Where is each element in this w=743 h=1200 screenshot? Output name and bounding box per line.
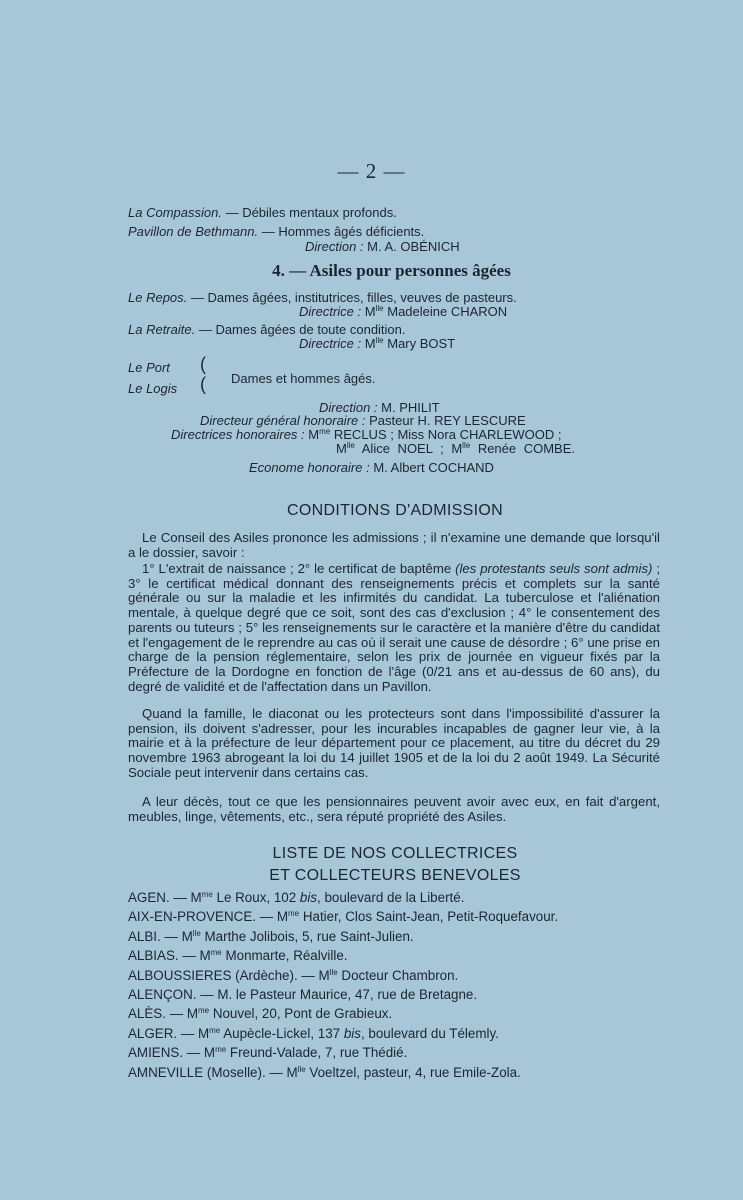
entry-title: M xyxy=(186,1006,198,1022)
entry-place: ALÈS. xyxy=(128,1006,166,1022)
directrices-honoraires: Directrices honoraires : $M^{me}$ RECLUS ; Miss Nora CHARLEWOOD ; xyxy=(171,427,562,442)
entry-title-sup: me xyxy=(210,948,222,958)
entry-text: Marthe Jolibois, 5, rue Saint-Julien. xyxy=(200,928,414,944)
entry-text: Hatier, Clos Saint-Jean, Petit-Roquefavour. xyxy=(299,909,559,925)
entry-title: M xyxy=(190,890,202,905)
page-number: — 2 — xyxy=(337,159,406,183)
section4-heading: 4. — Asiles pour personnes âgées xyxy=(272,261,511,280)
entry-dash: — xyxy=(165,1006,187,1022)
entry-name: La Compassion. xyxy=(128,205,222,220)
repos-line: Le Repos. — Dames âgées, institutrices, filles, veuves de pasteurs. xyxy=(128,290,517,305)
liste-heading-1: LISTE DE NOS COLLECTRICES xyxy=(272,845,518,862)
entry-title-sup: me xyxy=(287,909,300,919)
entry-italic: bis xyxy=(299,890,318,905)
conditions-intro: Le Conseil des Asiles prononce les admissions ; il n'examine une demande que lorsqu'il a le dossier, savoir : xyxy=(128,530,660,560)
entry-title: M xyxy=(318,967,330,983)
entry-text: le Pasteur Maurice, 47, rue de Bretagne. xyxy=(232,987,478,1002)
bethmann-line: Pavillon de Bethmann. — Hommes âgés déficients. xyxy=(128,224,425,239)
entry-place: ALBOUSSIERES (Ardèche). xyxy=(128,967,298,983)
collector-entry xyxy=(128,1006,392,1021)
entry-dash: — xyxy=(196,987,218,1002)
port-logis-desc: Dames et hommes âgés. xyxy=(231,371,376,386)
entry-place: AMNEVILLE (Moselle). xyxy=(128,1064,266,1080)
entry-text: Le Roux, 102 xyxy=(212,890,300,905)
entry-title: M xyxy=(203,1045,216,1061)
entry-text: Voeltzel, pasteur, 4, rue Emile-Zola. xyxy=(305,1064,521,1080)
compassion-line: La Compassion. — Débiles mentaux profonds. xyxy=(128,205,397,220)
entry-dash: — xyxy=(255,909,277,925)
conditions-paragraph-3: A leur décès, tout ce que les pensionnaires peuvent avoir avec eux, en fait d'argent, meubles, linge, vêtements, etc., sera réputé propriété des Asiles. xyxy=(128,794,660,824)
entry-dash: — xyxy=(169,890,191,905)
entry-text: Aupècle-Lickel, 137 xyxy=(220,1025,344,1041)
entry-dash: — xyxy=(265,1064,287,1080)
conditions-paragraph-2: Quand la famille, le diaconat ou les protecteurs sont dans l'impossibilité d'assurer la pension, ils doivent s'adresser, pour les incurables incapables de gagner leur vie, à la mairie et à la préfecture de leur département pour ce placement, au titre du décret du 29 novembre 1963 abrogeant la loi du 14 juillet 1905 et de la loi du 2 août 1949. La Sécurité Sociale peut intervenir dans certains cas. xyxy=(128,706,660,780)
entry-dash: — xyxy=(183,1045,204,1061)
retraite-line: La Retraite. — Dames âgées de toute condition. xyxy=(128,322,406,337)
entry-title: M xyxy=(276,909,288,925)
entry-dash: — xyxy=(178,948,200,964)
le-logis-label: Le Logis xyxy=(128,381,178,396)
entry-desc: Hommes âgés déficients. xyxy=(278,224,425,239)
directeur-general: Directeur général honoraire : Pasteur H. REY LESCURE xyxy=(200,413,526,428)
entry-title: M xyxy=(199,948,211,964)
entry-text: Freund-Valade, 7, rue Thédié. xyxy=(226,1045,408,1061)
entry-name: Pavillon de Bethmann. xyxy=(128,224,259,239)
entry-dash: — xyxy=(297,967,319,983)
entry-place: ALBI. xyxy=(128,928,161,944)
entry-title: M xyxy=(181,928,193,944)
entry-text: Nouvel, 20, Pont de Grabieux. xyxy=(209,1006,393,1022)
entry-text: Docteur Chambron. xyxy=(337,967,459,983)
entry-place: AIX-EN-PROVENCE. xyxy=(128,909,256,925)
entry-place: AGEN. xyxy=(128,890,170,905)
conditions-paragraph-1: 1° L'extrait de naissance ; 2° le certificat de baptême (les protestants seuls sont admis) ; 3° le certificat médical donnant des renseignements précis et complets sur la santé générale ou sur la maladie et les infirmités du candidat. La tuberculose et l'aliénation mentale, à quelque degré que ce soit, sont des cas d'exclusion ; 4° le consentement des parents ou tuteurs ; 5° les renseignements sur le caractère et la manière d'être du candidat et l'engagement de le reprendre au cas où il serait une cause de désordre ; 6° une prise en charge de la pension réglementaire, selon les prix de journée en vigueur fixés par la Préfecture de la Dordogne en fonction de l'âge (0/21 ans et au-dessus de 60 ans), du degré de validité et de l'affectation dans un Pavillon. xyxy=(128,561,661,694)
collector-entry xyxy=(128,890,464,905)
liste-heading-2: ET COLLECTEURS BENEVOLES xyxy=(269,867,521,884)
le-port-label: Le Port xyxy=(128,360,170,375)
collector-entry xyxy=(128,929,414,944)
brace-mark: ( xyxy=(200,354,206,374)
entry-desc: Débiles mentaux profonds. xyxy=(242,205,397,220)
entry-title-sup: lle xyxy=(192,928,201,938)
entry-text: Monmarte, Réalville. xyxy=(221,948,348,964)
collector-entry xyxy=(128,1026,499,1041)
collector-entry xyxy=(128,1065,521,1080)
entry-italic: bis xyxy=(343,1025,361,1041)
conditions-heading: CONDITIONS D'ADMISSION xyxy=(287,502,503,519)
entry-place: ALGER. xyxy=(128,1025,178,1041)
entry-place: ALBIAS. xyxy=(128,948,179,964)
entry-rest: , boulevard de la Liberté. xyxy=(317,890,465,905)
entry-title-sup: me xyxy=(201,890,213,899)
entry-dash: — xyxy=(177,1025,198,1041)
entry-title: M xyxy=(286,1064,298,1080)
collector-entry xyxy=(128,968,458,983)
directrices-honoraires-2: $M^{lle}$ Alice NOEL ; $M^{lle}$ Renée COMBE. xyxy=(336,441,576,456)
entry-title-sup: me xyxy=(215,1045,227,1055)
entry-place: ALENÇON. xyxy=(128,987,197,1002)
econome: Econome honoraire : M. Albert COCHAND xyxy=(249,460,494,475)
entry-title-sup: me xyxy=(209,1025,221,1035)
entry-title: M. xyxy=(217,987,233,1002)
collector-entry xyxy=(128,987,477,1002)
collector-entry xyxy=(128,909,558,924)
entry-place: AMIENS. xyxy=(128,1045,184,1061)
direction-obenich: Direction : M. A. OBÉNICH xyxy=(305,239,460,254)
direction-philit: Direction : M. PHILIT xyxy=(319,400,440,415)
repos-directrice: Directrice : $M^{lle}$ Madeleine CHARON xyxy=(299,304,508,319)
collector-entry xyxy=(128,948,348,963)
entry-dash: — xyxy=(160,928,182,944)
retraite-directrice: Directrice : $M^{lle}$ Mary BOST xyxy=(299,336,456,351)
collector-entry xyxy=(128,1045,407,1060)
entry-rest: , boulevard du Télemly. xyxy=(360,1025,499,1041)
entry-title-sup: lle xyxy=(297,1064,306,1074)
brace-mark: ( xyxy=(200,374,206,394)
entry-title-sup: me xyxy=(197,1006,210,1016)
entry-title-sup: lle xyxy=(329,967,338,977)
entry-title: M xyxy=(197,1025,210,1041)
